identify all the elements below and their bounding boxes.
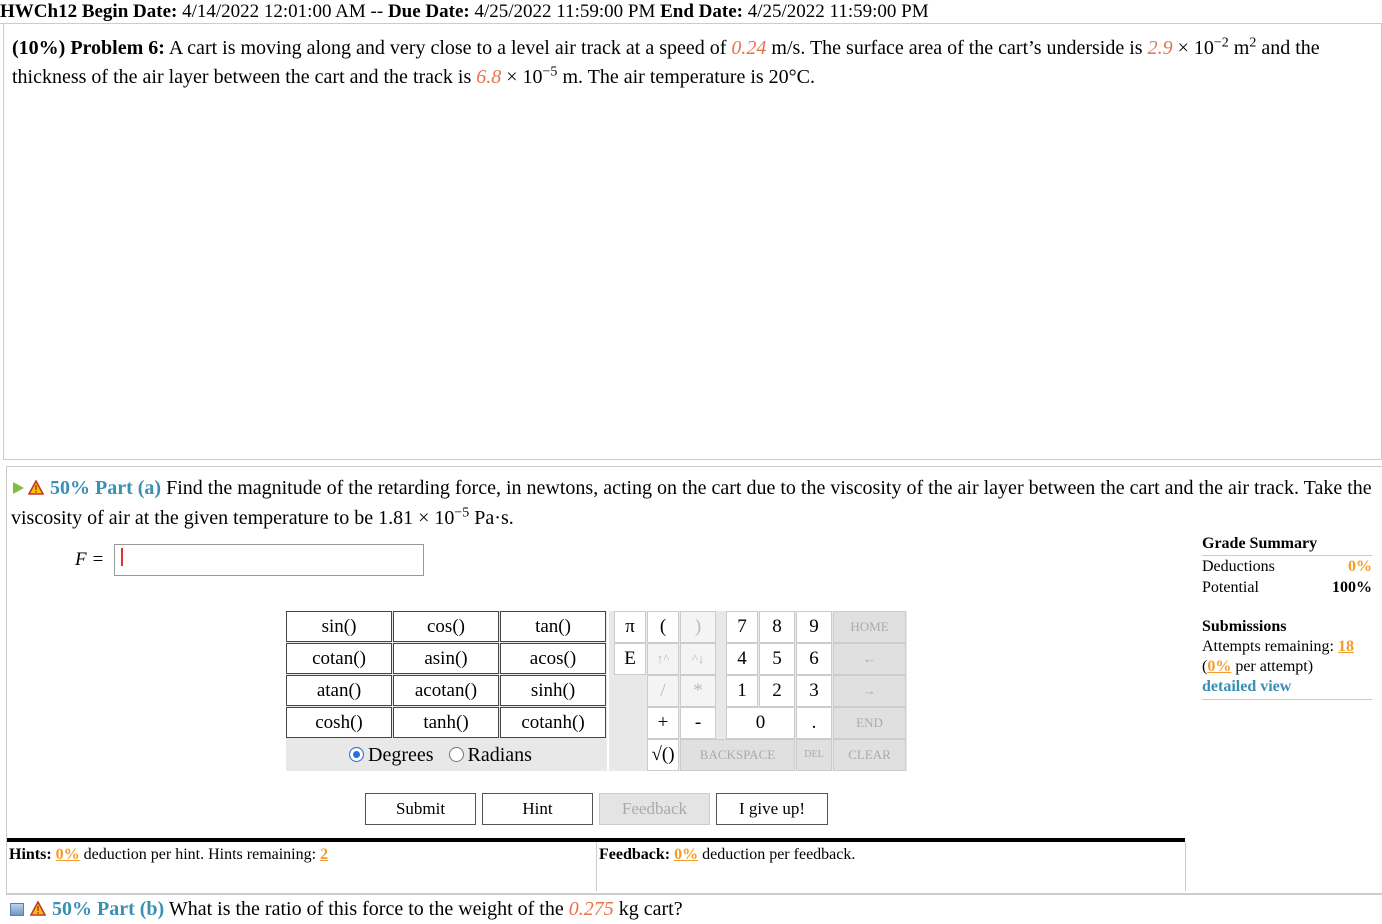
thickness-exponent: −5 [542, 64, 558, 80]
fn-tanh[interactable]: tanh() [393, 707, 499, 738]
per-attempt-paren: ( [1202, 658, 1208, 675]
key-pi[interactable]: π [614, 611, 646, 643]
key-8[interactable]: 8 [759, 611, 795, 643]
per-attempt-pct: 0% [1207, 658, 1232, 675]
assignment-header [0, 0, 1382, 24]
problem-text: and the thickness of the air layer between the cart and the track is [12, 37, 1320, 88]
key-home[interactable]: HOME [833, 611, 906, 643]
feedback-label: Feedback: [599, 846, 671, 863]
key-left[interactable]: ← [833, 643, 906, 675]
key-sqrt[interactable]: √() [647, 739, 679, 771]
fn-cotanh[interactable]: cotanh() [500, 707, 606, 738]
fn-acotan[interactable]: acotan() [393, 675, 499, 706]
detailed-view-link[interactable]: detailed view [1202, 678, 1292, 695]
give-up-button[interactable]: I give up! [716, 793, 828, 825]
hints-label: Hints: [9, 846, 52, 863]
key-7[interactable]: 7 [726, 611, 758, 643]
hints-remaining: 2 [320, 846, 329, 863]
key-3[interactable]: 3 [796, 675, 832, 707]
fn-cos[interactable]: cos() [393, 611, 499, 642]
part-b-text-end: kg cart? [618, 898, 683, 920]
key-right[interactable]: → [833, 675, 906, 707]
area-unit-exponent: 2 [1249, 35, 1257, 51]
attempts-value: 18 [1337, 638, 1354, 655]
part-a-text-end: Pa·s. [474, 507, 514, 529]
grade-summary-title: Grade Summary [1202, 533, 1372, 556]
submissions-title: Submissions [1202, 618, 1287, 635]
problem-weight: (10%) [12, 37, 66, 59]
problem-text: A cart is moving along and very close to a level air track at a speed of [168, 37, 727, 59]
due-date-label: Due Date: [387, 1, 470, 22]
deductions-label: Deductions [1202, 558, 1275, 575]
key-down[interactable]: ^↓ [680, 643, 716, 675]
warning-icon [30, 901, 46, 916]
key-lparen[interactable]: ( [647, 611, 679, 643]
key-up[interactable]: ↑^ [647, 643, 679, 675]
fn-sin[interactable]: sin() [286, 611, 392, 642]
area-value: 2.9 [1147, 37, 1173, 59]
problem-text: m [1233, 37, 1250, 59]
part-a-text: Find the magnitude of the retarding force, in newtons, acting on the cart due to the viscosity of the air layer between the cart and the air track. Take the viscosity of air at the given temperature to be 1.81 × 10 [11, 477, 1372, 529]
problem-text: m/s. The surface area of the cart’s underside is [771, 37, 1143, 59]
fn-cotan[interactable]: cotan() [286, 643, 392, 674]
answer-input[interactable] [114, 544, 424, 576]
key-end[interactable]: END [833, 707, 906, 739]
problem-text: × 10 [1177, 37, 1214, 59]
key-blank [614, 675, 646, 707]
warning-icon [28, 480, 44, 495]
key-divide[interactable]: / [647, 675, 679, 707]
key-5[interactable]: 5 [759, 643, 795, 675]
key-backspace[interactable]: BACKSPACE [680, 739, 795, 771]
fn-cosh[interactable]: cosh() [286, 707, 392, 738]
feedback-info [597, 842, 1186, 891]
key-6[interactable]: 6 [796, 643, 832, 675]
fn-atan[interactable]: atan() [286, 675, 392, 706]
due-date-value: 4/25/2022 11:59:00 PM [474, 1, 656, 22]
function-pad [286, 611, 607, 771]
mass-value: 0.275 [568, 898, 614, 920]
radians-radio[interactable] [449, 747, 464, 762]
per-attempt-text: per attempt) [1235, 658, 1314, 675]
grade-summary [1202, 533, 1372, 598]
text-cursor [121, 548, 123, 566]
part-b-icon[interactable] [10, 903, 24, 916]
part-a-question [11, 473, 1379, 533]
feedback-button[interactable]: Feedback [599, 793, 710, 825]
part-b-question [6, 894, 1382, 924]
key-1[interactable]: 1 [726, 675, 758, 707]
radians-label: Radians [467, 744, 532, 766]
key-multiply[interactable]: * [680, 675, 716, 707]
end-date-value: 4/25/2022 11:59:00 PM [747, 1, 929, 22]
key-del[interactable]: DEL [796, 739, 832, 771]
answer-label: F = [75, 549, 105, 570]
fn-sinh[interactable]: sinh() [500, 675, 606, 706]
deductions-value: 0% [1348, 558, 1372, 575]
viscosity-exponent: −5 [454, 505, 470, 521]
key-2[interactable]: 2 [759, 675, 795, 707]
part-b-label[interactable]: 50% Part (b) [52, 898, 165, 920]
key-4[interactable]: 4 [726, 643, 758, 675]
hints-pct: 0% [55, 846, 80, 863]
speed-value: 0.24 [731, 37, 767, 59]
feedback-text: deduction per feedback. [702, 846, 856, 863]
key-9[interactable]: 9 [796, 611, 832, 643]
potential-value: 100% [1332, 579, 1372, 596]
part-a-panel [6, 466, 1382, 894]
fn-asin[interactable]: asin() [393, 643, 499, 674]
keypad [609, 611, 907, 771]
thickness-value: 6.8 [476, 66, 502, 88]
submissions-panel [1202, 617, 1372, 700]
key-clear[interactable]: CLEAR [833, 739, 906, 771]
key-plus[interactable]: + [647, 707, 679, 739]
key-0[interactable]: 0 [726, 707, 795, 739]
end-date-label: End Date: [660, 1, 743, 22]
problem-text: m. The air temperature is 20°C. [562, 66, 815, 88]
problem-label: Problem 6: [70, 37, 165, 59]
problem-text: × 10 [506, 66, 543, 88]
expand-arrow-icon[interactable] [13, 482, 24, 494]
assignment-name: HWCh12 [0, 1, 78, 22]
area-exponent: −2 [1213, 35, 1229, 51]
begin-date-label: Begin Date: [81, 1, 178, 22]
hints-info [7, 842, 597, 891]
hint-button[interactable]: Hint [482, 793, 593, 825]
feedback-pct: 0% [674, 846, 699, 863]
hints-text: deduction per hint. Hints remaining: [83, 846, 317, 863]
fn-acos[interactable]: acos() [500, 643, 606, 674]
part-a-label: 50% Part (a) [50, 477, 162, 499]
part-b-text: What is the ratio of this force to the weight of the [168, 898, 564, 920]
angle-mode [349, 740, 532, 770]
fn-tan[interactable]: tan() [500, 611, 606, 642]
submit-button[interactable]: Submit [365, 793, 476, 825]
attempts-label: Attempts remaining: [1202, 638, 1334, 655]
potential-label: Potential [1202, 579, 1259, 596]
problem-statement [12, 34, 1382, 92]
key-dot[interactable]: . [796, 707, 832, 739]
key-rparen[interactable]: ) [680, 611, 716, 643]
problem-panel [3, 24, 1382, 460]
key-e[interactable]: E [614, 643, 646, 675]
key-minus[interactable]: - [680, 707, 716, 739]
degrees-radio[interactable] [349, 747, 364, 762]
begin-date-value: 4/14/2022 12:01:00 AM -- [182, 1, 384, 22]
degrees-label: Degrees [368, 744, 434, 766]
